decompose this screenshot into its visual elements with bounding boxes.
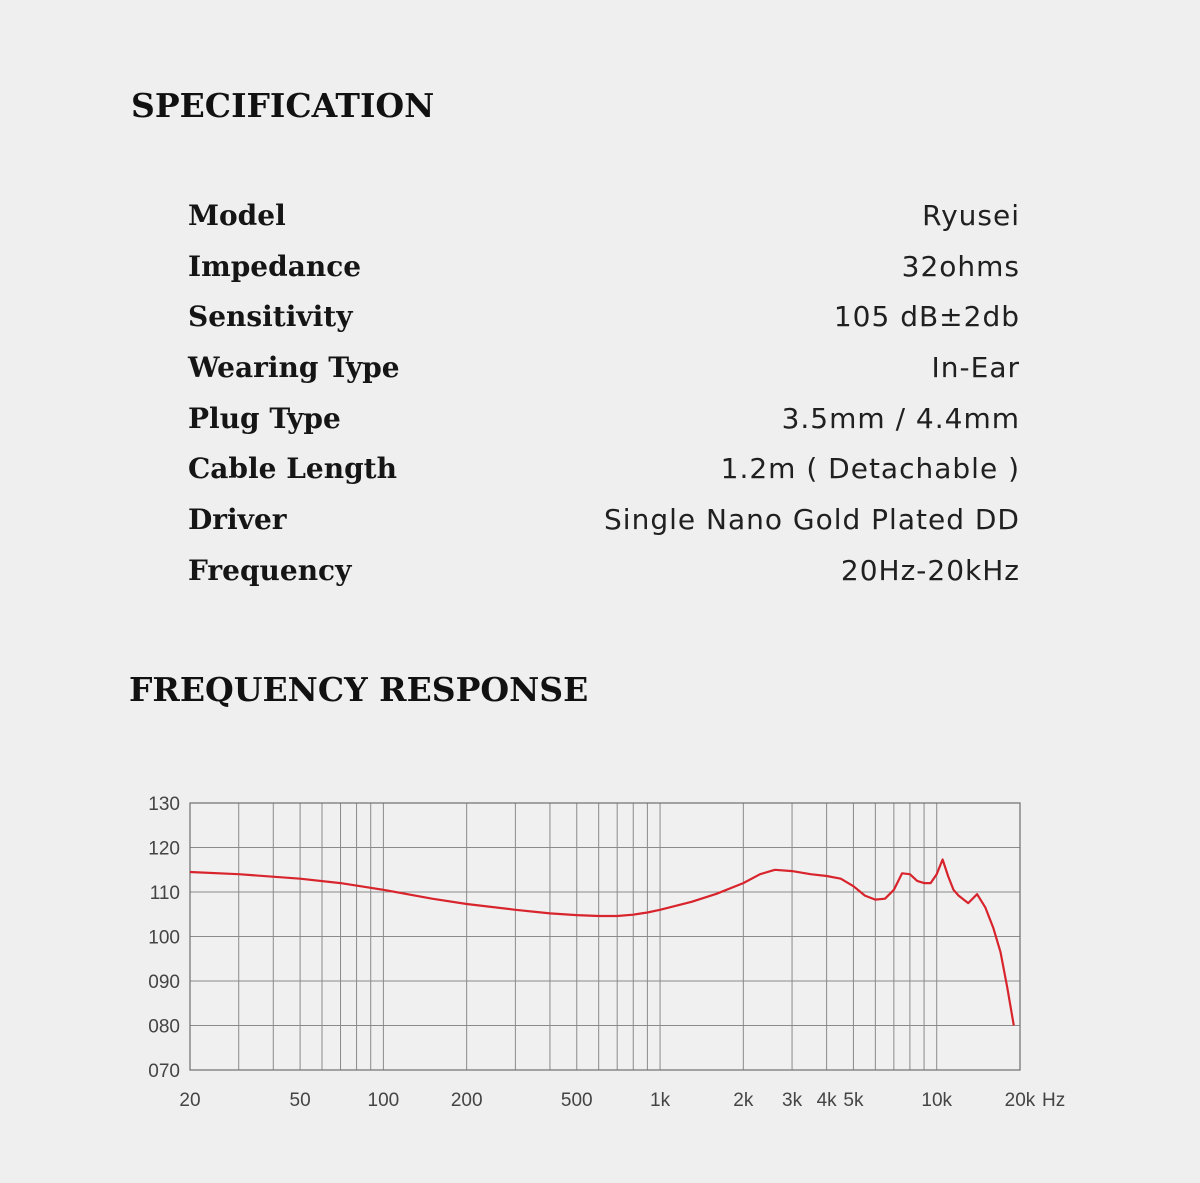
frequency-response-title: FREQUENCY RESPONSE (129, 670, 589, 709)
spec-value: 20Hz-20kHz (840, 553, 1020, 587)
x-unit-label: Hz (1042, 1090, 1066, 1111)
x-tick-label: 200 (450, 1090, 483, 1111)
spec-label: Wearing Type (188, 350, 400, 384)
spec-value: 3.5mm / 4.4mm (781, 401, 1020, 435)
spec-label: Sensitivity (188, 300, 353, 334)
spec-row (188, 190, 1020, 241)
y-tick-label: 080 (148, 1016, 180, 1038)
spec-row (188, 494, 1020, 545)
spec-row (188, 241, 1020, 292)
x-tick-label: 100 (367, 1090, 400, 1111)
x-tick-label: 1k (650, 1090, 671, 1111)
x-tick-label: 2k (733, 1090, 754, 1111)
spec-row (188, 393, 1020, 444)
x-tick-label: 3k (782, 1090, 803, 1111)
spec-label: Frequency (188, 553, 352, 587)
x-tick-label: 4k (816, 1090, 837, 1111)
x-tick-label: 20 (179, 1090, 201, 1111)
specification-title: SPECIFICATION (131, 86, 435, 125)
spec-value: 1.2m ( Detachable ) (720, 452, 1020, 486)
spec-label: Plug Type (188, 401, 341, 435)
frequency-response-chart (0, 780, 1200, 1140)
spec-label: Model (188, 198, 286, 232)
spec-value: 105 dB±2db (833, 300, 1020, 334)
x-tick-label: 20k (1004, 1090, 1036, 1111)
spec-value: In-Ear (931, 350, 1020, 384)
specification-table (188, 190, 1020, 596)
y-tick-label: 070 (148, 1061, 180, 1082)
spec-row (188, 545, 1020, 596)
spec-label: Impedance (188, 249, 362, 283)
x-tick-label: 50 (289, 1090, 311, 1111)
spec-value: 32ohms (901, 249, 1020, 283)
y-tick-label: 090 (148, 972, 180, 993)
spec-value: Single Nano Gold Plated DD (604, 502, 1020, 536)
spec-label: Driver (188, 502, 287, 536)
y-tick-label: 130 (148, 794, 180, 815)
spec-row (188, 342, 1020, 393)
x-tick-label: 500 (560, 1090, 593, 1111)
spec-row (188, 443, 1020, 494)
y-tick-label: 120 (148, 838, 180, 860)
spec-value: Ryusei (922, 198, 1020, 232)
y-tick-label: 110 (149, 883, 180, 904)
x-tick-label: 10k (921, 1090, 953, 1111)
spec-label: Cable Length (188, 452, 397, 486)
x-tick-label: 5k (843, 1090, 864, 1111)
y-tick-label: 100 (148, 927, 180, 949)
spec-row (188, 291, 1020, 342)
